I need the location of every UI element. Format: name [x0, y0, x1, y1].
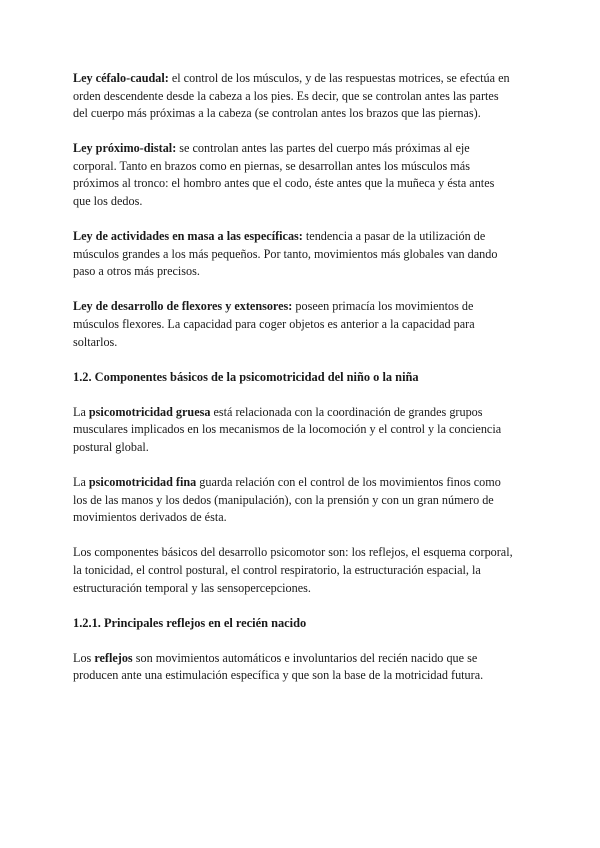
reflexes-text: son movimientos automáticos e involuntarios del recién nacido que se producen ante una estimulación específica y que son la base de la motricidad futura. [73, 650, 484, 683]
section-heading-components: 1.2. Componentes básicos de la psicomotricidad del niño o la niña [73, 369, 419, 384]
basic-components-paragraph: Los componentes básicos del desarrollo psicomotor son: los reflejos, el esquema corporal, la tonicidad, el control postural, el control respiratorio, la estructuración espacial, la estructuración temporal y las sensopercepciones. [73, 545, 513, 595]
fine-motor-term: psicomotricidad fina [88, 475, 197, 490]
law-proximodistal-paragraph [73, 140, 514, 210]
fine-motor-paragraph [73, 474, 514, 527]
law-proximodistal-term: Ley próximo-distal: [73, 141, 177, 156]
fine-motor-pre: La [73, 475, 89, 490]
gross-motor-term: psicomotricidad gruesa [88, 404, 211, 419]
reflexes-term: reflejos [94, 650, 133, 665]
law-mass-activities-term: Ley de actividades en masa a las específicas: [73, 229, 303, 244]
reflexes-paragraph [73, 650, 514, 685]
law-mass-activities-text: tendencia a pasar de la utilización de músculos grandes a los más pequeños. Por tanto, movimientos más globales van dando paso a otros más precisos. [73, 229, 498, 279]
law-proximodistal-text: se controlan antes las partes del cuerpo más próximas al eje corporal. Tanto en brazos como en piernas, se desarrollan antes los músculos más próximos al tronco: el hombro antes que el codo, éste antes que la muñeca y ésta antes que los dedos. [73, 141, 495, 209]
reflexes-pre: Los [73, 650, 95, 665]
law-cephalocaudal-text: el control de los músculos, y de las respuestas motrices, se efectúa en orden descendente desde la cabeza a los pies. Es decir, que se controlan antes las partes del cuerpo más próximas a la cabeza (se controlan antes los brazos que las piernas). [73, 71, 510, 121]
law-flexors-extensors-text: poseen primacía los movimientos de músculos flexores. La capacidad para coger objetos es anterior a la capacidad para soltarlos. [73, 299, 475, 349]
law-cephalocaudal-term: Ley céfalo-caudal: [73, 71, 169, 85]
gross-motor-paragraph [73, 404, 514, 457]
fine-motor-text: guarda relación con el control de los movimientos finos como los de las manos y los dedos (manipulación), con la prensión y con un gran número de movimientos derivados de ésta. [73, 475, 501, 525]
law-cephalocaudal-paragraph [73, 70, 514, 123]
law-flexors-extensors-paragraph [73, 298, 514, 351]
gross-motor-pre: La [73, 404, 89, 419]
gross-motor-text: está relacionada con la coordinación de grandes grupos musculares implicados en los mecanismos de la locomoción y el control y la conciencia postural global. [73, 404, 502, 454]
law-mass-activities-paragraph [73, 228, 514, 281]
law-flexors-extensors-term: Ley de desarrollo de flexores y extensores: [73, 299, 293, 314]
section-heading-reflexes: 1.2.1. Principales reflejos en el recién nacido [73, 615, 307, 630]
